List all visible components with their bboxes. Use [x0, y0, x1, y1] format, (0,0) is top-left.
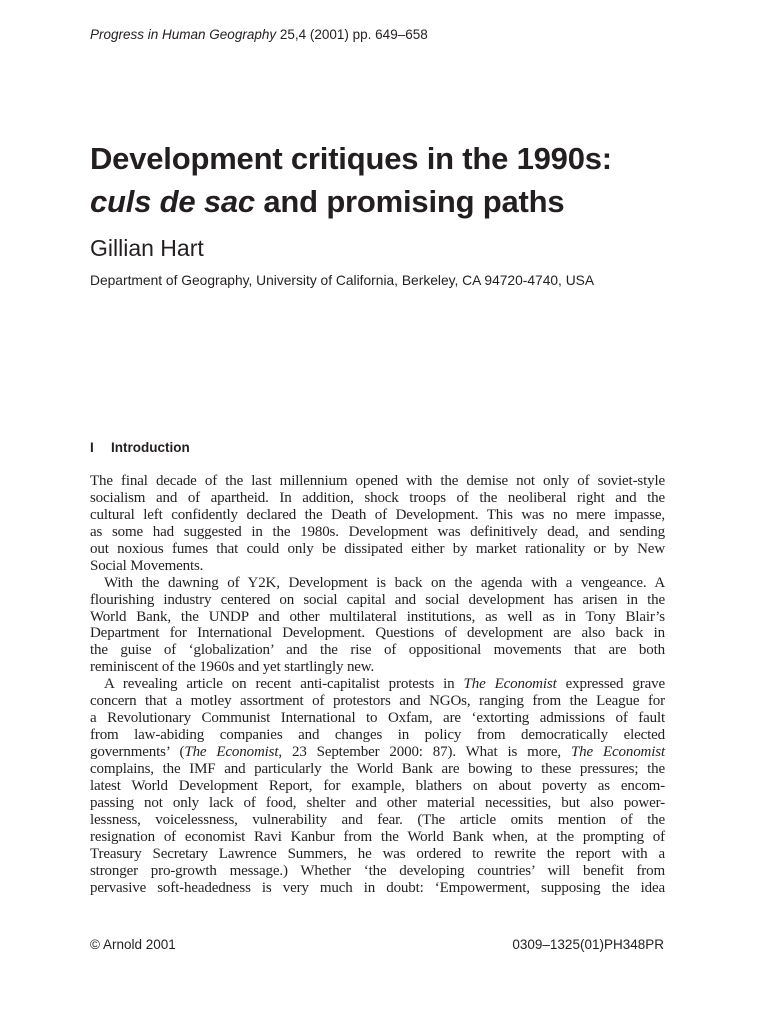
- p2-line: the guise of ‘globalization’ and the rise of oppositional movements that are both: [90, 642, 665, 659]
- paragraph-3: [90, 676, 665, 896]
- p1-line: out noxious fumes that could only be dissipated either by market rationality or by New: [90, 540, 665, 557]
- p3-line: latest World Development Report, for example, blathers on about poverty as encom-: [90, 777, 665, 794]
- title-line-1: Development critiques in the 1990s:: [90, 141, 612, 176]
- paragraph-1: [90, 473, 665, 575]
- article-code: 0309–1325(01)PH348PR: [512, 937, 664, 952]
- title-line-2-rest: and promising paths: [263, 184, 565, 219]
- article-body: [90, 473, 665, 896]
- p1-line: cultural left confidently declared the Death of Development. This was no mere impasse,: [90, 506, 665, 523]
- p3-line: pervasive soft-headedness is very much in doubt: ‘Empowerment, supposing the idea: [90, 879, 665, 896]
- p3-line: passing not only lack of food, shelter and other material necessities, but also power-: [90, 794, 665, 811]
- p2-line: With the dawning of Y2K, Development is back on the agenda with a vengeance. A: [104, 574, 665, 591]
- copyright-notice: © Arnold 2001: [90, 937, 176, 952]
- p3-line: concern that a motley assortment of protestors and NGOs, ranging from the League for: [90, 693, 665, 710]
- p3-line: Treasury Secretary Lawrence Summers, he was ordered to rewrite the report with a: [90, 845, 665, 862]
- p3-text: , 23 September 2000: 87). What is more,: [278, 744, 571, 760]
- p1-line: The final decade of the last millennium opened with the demise not only of soviet-style: [90, 473, 665, 489]
- p3-line: resignation of economist Ravi Kanbur from the World Bank when, at the prompting of: [90, 828, 665, 845]
- p3-line: from law-abiding companies and changes in policy from democratically elected: [90, 727, 665, 744]
- p1-line: as some had suggested in the 1980s. Development was definitively dead, and sending: [90, 523, 665, 540]
- p2-line: flourishing industry centered on social capital and social development has arisen in the: [90, 591, 665, 608]
- section-number: I: [90, 440, 94, 455]
- journal-volume: 25,4 (2001) pp. 649–658: [279, 27, 428, 42]
- journal-name: Progress in Human Geography: [90, 27, 277, 42]
- p3-line: lessness, voicelessness, vulnerability and fear. (The article omits mention of the: [90, 811, 665, 828]
- p3-line: stronger pro-growth message.) Whether ‘the developing countries’ will benefit from: [90, 862, 665, 879]
- p3-text: A revealing article on recent anti-capitalist protests in: [104, 676, 464, 693]
- p3-text: expressed grave: [556, 676, 665, 693]
- title-italic-phrase: culs de sac: [90, 184, 255, 219]
- p3-line: [90, 676, 665, 693]
- p3-italic-title: The Economist: [570, 744, 665, 760]
- p2-line: reminiscent of the 1960s and yet startlingly new.: [90, 659, 375, 676]
- p3-text: governments’ (: [90, 744, 185, 760]
- section-heading: [90, 440, 190, 455]
- p3-line: [90, 744, 665, 761]
- p1-line: Social Movements.: [90, 557, 204, 574]
- p3-line: complains, the IMF and particularly the World Bank are bowing to these pressures; the: [90, 760, 665, 777]
- p3-italic-title: The Economist: [184, 744, 279, 760]
- journal-citation: [90, 27, 428, 42]
- p1-line: socialism and of apartheid. In addition, shock troops of the neoliberal right and the: [90, 489, 665, 506]
- author-affiliation: Department of Geography, University of California, Berkeley, CA 94720-4740, USA: [90, 273, 595, 288]
- p3-italic-title: The Economist: [463, 676, 557, 693]
- author-name: Gillian Hart: [90, 235, 204, 261]
- paragraph-2: [90, 575, 665, 677]
- title-line-2: [90, 180, 710, 223]
- p3-line: a Revolutionary Communist International to Oxfam, are ‘extorting admissions of fault: [90, 710, 665, 727]
- article-title: [90, 137, 710, 223]
- p2-line: Department for International Development. Questions of development are also back in: [90, 625, 665, 642]
- p2-line: World Bank, the UNDP and other multilateral institutions, as well as in Tony Blair’s: [90, 608, 665, 625]
- section-title: Introduction: [111, 440, 190, 455]
